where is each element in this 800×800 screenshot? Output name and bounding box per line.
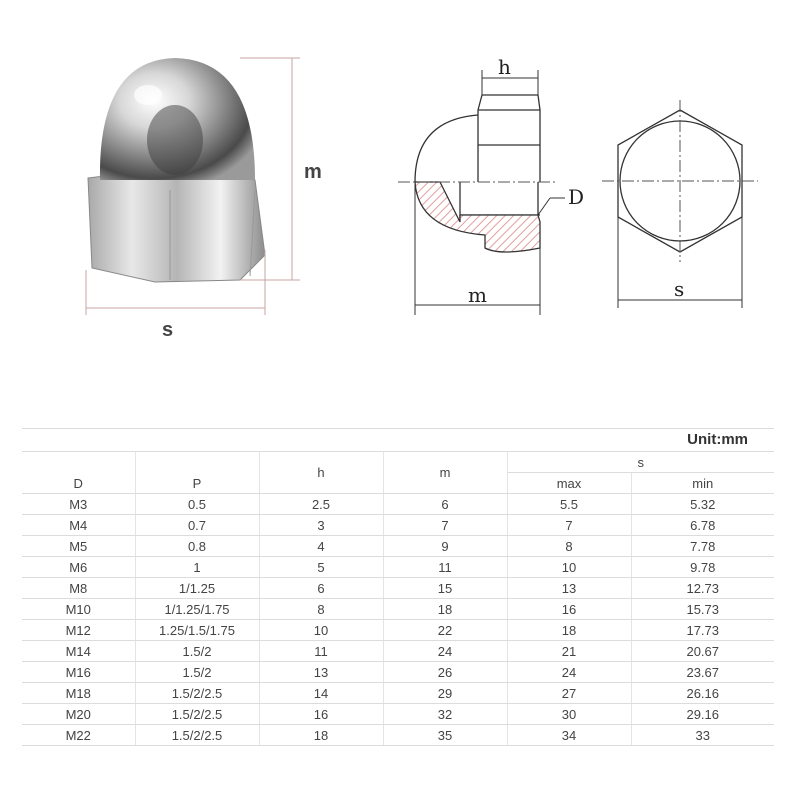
cell-s-min: 9.78 [631, 557, 774, 578]
photo-m-label: m [304, 161, 322, 183]
cell-pitch: 0.5 [135, 494, 259, 515]
cell-h: 8 [259, 599, 383, 620]
table-row [22, 599, 774, 620]
table-row [22, 662, 774, 683]
cap-nut-photo [60, 40, 360, 350]
cell-size: M3 [22, 494, 135, 515]
cell-s-max: 16 [507, 599, 631, 620]
cell-size: M8 [22, 578, 135, 599]
spec-table-container [22, 428, 774, 746]
table-row [22, 578, 774, 599]
cell-s-max: 13 [507, 578, 631, 599]
cell-pitch: 1.5/2/2.5 [135, 725, 259, 746]
cell-s-min: 26.16 [631, 683, 774, 704]
cell-m: 35 [383, 725, 507, 746]
cell-size: M10 [22, 599, 135, 620]
table-row [22, 641, 774, 662]
cell-s-max: 10 [507, 557, 631, 578]
cell-m: 29 [383, 683, 507, 704]
cell-s-max: 30 [507, 704, 631, 725]
table-row [22, 536, 774, 557]
cell-m: 32 [383, 704, 507, 725]
technical-drawing [390, 50, 770, 330]
cell-s-min: 20.67 [631, 641, 774, 662]
table-row [22, 557, 774, 578]
cell-s-max: 34 [507, 725, 631, 746]
header-s-max: max [507, 473, 631, 494]
cell-s-max: 8 [507, 536, 631, 557]
cell-pitch: 1.5/2/2.5 [135, 704, 259, 725]
cell-pitch: 1.5/2 [135, 641, 259, 662]
cell-m: 18 [383, 599, 507, 620]
cell-h: 10 [259, 620, 383, 641]
cell-s-min: 12.73 [631, 578, 774, 599]
unit-label: Unit:mm [687, 431, 748, 448]
cell-m: 11 [383, 557, 507, 578]
cell-m: 15 [383, 578, 507, 599]
cell-pitch: 1/1.25 [135, 578, 259, 599]
cell-h: 18 [259, 725, 383, 746]
header-h: h [259, 452, 383, 494]
table-row [22, 620, 774, 641]
cell-size: M14 [22, 641, 135, 662]
cell-m: 24 [383, 641, 507, 662]
d-label: D [568, 185, 585, 209]
section-hatch [415, 182, 540, 252]
cell-s-min: 7.78 [631, 536, 774, 557]
cell-s-min: 6.78 [631, 515, 774, 536]
table-row [22, 515, 774, 536]
cell-m: 26 [383, 662, 507, 683]
cell-s-max: 7 [507, 515, 631, 536]
cell-size: M6 [22, 557, 135, 578]
cell-s-max: 5.5 [507, 494, 631, 515]
cell-h: 3 [259, 515, 383, 536]
cell-pitch: 1 [135, 557, 259, 578]
cell-s-max: 18 [507, 620, 631, 641]
cell-s-max: 24 [507, 662, 631, 683]
cell-s-min: 23.67 [631, 662, 774, 683]
cell-pitch: 1.5/2 [135, 662, 259, 683]
cell-m: 7 [383, 515, 507, 536]
cell-s-min: 15.73 [631, 599, 774, 620]
h-label: h [498, 55, 511, 79]
cell-size: M22 [22, 725, 135, 746]
table-row [22, 494, 774, 515]
cell-h: 6 [259, 578, 383, 599]
cell-m: 22 [383, 620, 507, 641]
cell-m: 9 [383, 536, 507, 557]
unit-row [22, 428, 774, 451]
cell-h: 11 [259, 641, 383, 662]
cell-size: M12 [22, 620, 135, 641]
cell-s-max: 27 [507, 683, 631, 704]
header-d: D [22, 452, 135, 494]
cell-s-min: 5.32 [631, 494, 774, 515]
cell-size: M18 [22, 683, 135, 704]
header-m: m [383, 452, 507, 494]
cell-size: M4 [22, 515, 135, 536]
cell-pitch: 0.8 [135, 536, 259, 557]
cell-pitch: 1/1.25/1.75 [135, 599, 259, 620]
cell-s-min: 29.16 [631, 704, 774, 725]
cell-s-max: 21 [507, 641, 631, 662]
table-row [22, 704, 774, 725]
cell-size: M5 [22, 536, 135, 557]
cell-h: 5 [259, 557, 383, 578]
header-s: s [507, 452, 774, 473]
cell-pitch: 1.5/2/2.5 [135, 683, 259, 704]
cell-pitch: 1.25/1.5/1.75 [135, 620, 259, 641]
cell-s-min: 17.73 [631, 620, 774, 641]
photo-s-label: s [162, 319, 174, 341]
table-row [22, 683, 774, 704]
cell-h: 4 [259, 536, 383, 557]
cell-m: 6 [383, 494, 507, 515]
s-label: s [674, 277, 685, 301]
m-label: m [468, 283, 487, 307]
cell-size: M16 [22, 662, 135, 683]
cell-pitch: 0.7 [135, 515, 259, 536]
cell-h: 14 [259, 683, 383, 704]
cell-s-min: 33 [631, 725, 774, 746]
cell-size: M20 [22, 704, 135, 725]
cell-h: 16 [259, 704, 383, 725]
table-row [22, 725, 774, 746]
header-p: P [135, 452, 259, 494]
cell-h: 13 [259, 662, 383, 683]
cell-h: 2.5 [259, 494, 383, 515]
spec-table [22, 451, 774, 746]
header-s-min: min [631, 473, 774, 494]
